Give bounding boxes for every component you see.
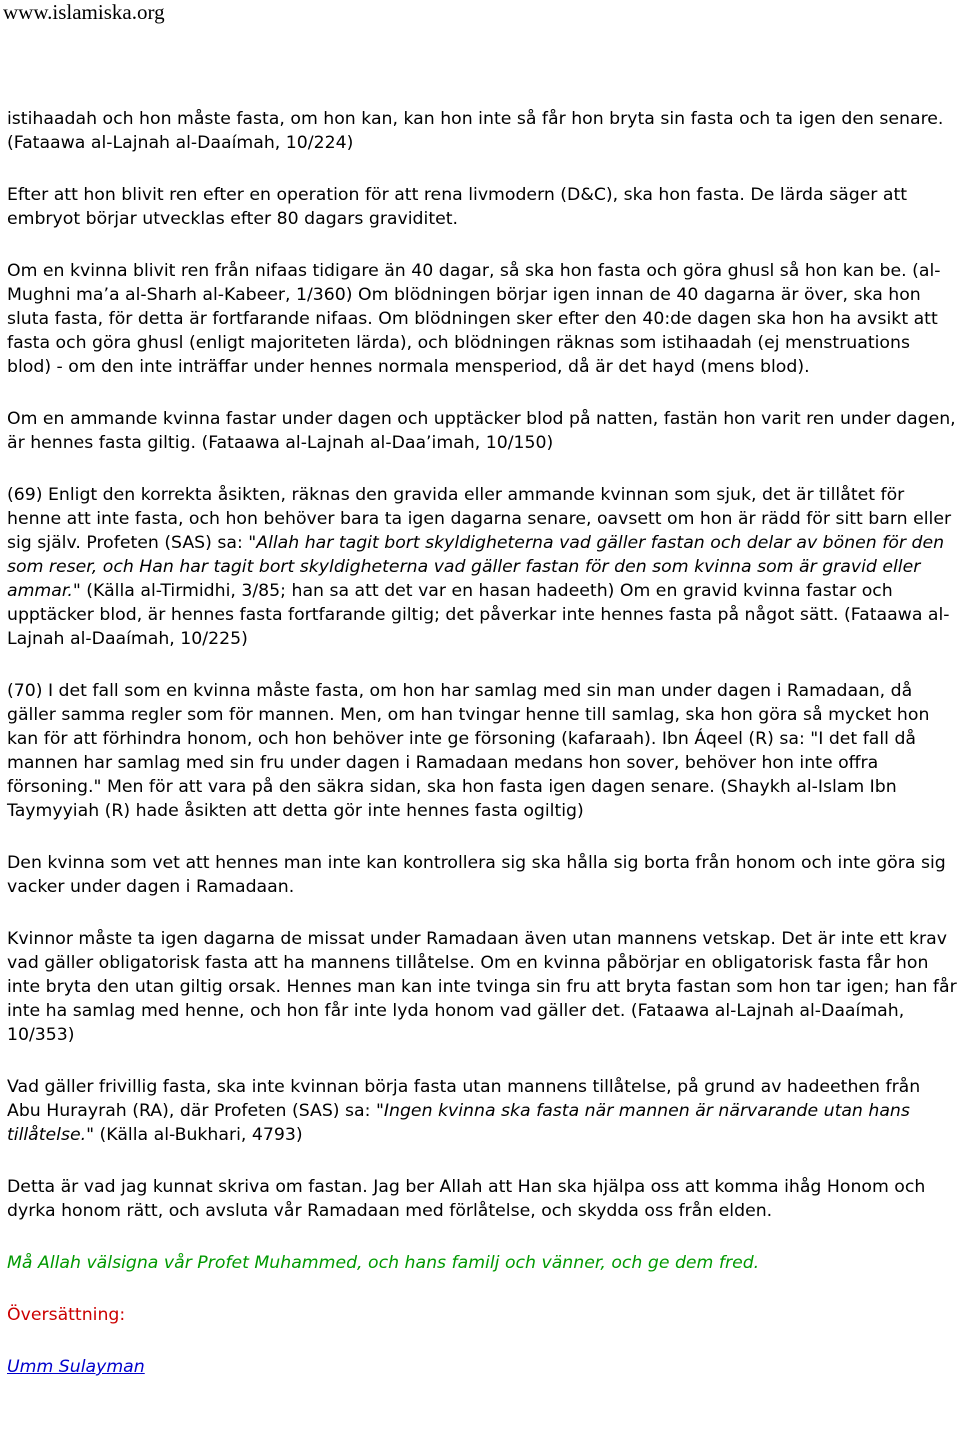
paragraph-5-source: (Källa al-Tirmidhi, 3/85; han sa att det var en hasan hadeeth) Om en gravid kvinna fastar och upptäcker blod, är hennes fasta fortfarande giltig; det påverkar inte hennes fasta på något sätt. (Fataawa al-Lajnah al-Daaímah, 10/225) xyxy=(7,581,950,649)
paragraph-3: Om en kvinna blivit ren från nifaas tidigare än 40 dagar, så ska hon fasta och göra ghusl så hon kan be. (al-Mughni ma’a al-Sharh al-Kabeer, 1/360) Om blödningen börjar igen innan de 40 dagarna är över, ska hon sluta fasta, för detta är fortfarande nifaas. Om blödningen sker efter den 40:de dagen ska hon ha avsikt att fasta och göra ghusl (enligt majoriteten lärda), och blödningen räknas som istihaadah (ej menstruations blod) - om den inte inträffar under hennes normala mensperiod, då är det hayd (mens blod). xyxy=(7,261,941,377)
paragraph-9-text: Vad gäller frivillig fasta, ska inte kvinnan börja fasta utan mannens tillåtelse, på grund av hadeethen från Abu Hurayrah (RA), där Profeten (SAS) sa: xyxy=(7,1077,921,1121)
paragraph-5-text: (69) Enligt den korrekta åsikten, räknas den gravida eller ammande kvinnan som sjuk, det är tillåtet för henne att inte fasta, och hon behöver bara ta igen dagarna senare, oavsett om hon är rädd för sitt barn eller sig själv. Profeten (SAS) sa: xyxy=(7,485,952,553)
paragraph-4: Om en ammande kvinna fastar under dagen och upptäcker blod på natten, fastän hon varit ren under dagen, är hennes fasta giltig. (Fataawa al-Lajnah al-Daa’imah, 10/150) xyxy=(7,409,956,453)
paragraph-6: (70) I det fall som en kvinna måste fasta, om hon har samlag med sin man under dagen i Ramadaan, då gäller samma regler som för mannen. Men, om han tvingar henne till samlag, ska hon göra så mycket hon kan för att förhindra honom, och hon behöver inte ge försoning (kafaraah). Ibn Áqeel (R) sa: "I det fall då mannen har samlag med sin fru under dagen i Ramadaan medans hon sover, behöver hon inte offra försoning." Men för att vara på den säkra sidan, ska hon fasta igen dagen senare. (Shaykh al-Islam Ibn Taymyyiah (R) hade åsikten att detta gör inte hennes fasta ogiltig) xyxy=(7,681,930,821)
hadith-quote: "Allah har tagit bort skyldigheterna vad gäller fastan och delar av bönen för den som reser, och Han har tagit bort skyldigheterna vad gäller fastan för den som kvinna som är gravid eller ammar." xyxy=(7,533,945,601)
paragraph-1: istihaadah och hon måste fasta, om hon kan, kan hon inte så får hon bryta sin fasta och ta igen den senare. (Fataawa al-Lajnah al-Daaímah, 10/224) xyxy=(7,109,944,153)
translator-link[interactable]: Umm Sulayman xyxy=(7,1357,145,1377)
paragraph-5 xyxy=(7,483,957,651)
blessing-line: Må Allah välsigna vår Profet Muhammed, och hans familj och vänner, och ge dem fred. xyxy=(7,1253,760,1273)
site-url: www.islamiska.org xyxy=(3,0,165,24)
hadith-quote-2: "Ingen kvinna ska fasta när mannen är närvarande utan hans tillåtelse." xyxy=(7,1101,910,1145)
paragraph-2: Efter att hon blivit ren efter en operation för att rena livmodern (D&C), ska hon fasta. De lärda säger att embryot börjar utvecklas efter 80 dagars graviditet. xyxy=(7,185,908,229)
translator-label: Översättning: xyxy=(7,1305,126,1325)
paragraph-10: Detta är vad jag kunnat skriva om fastan. Jag ber Allah att Han ska hjälpa oss att komma ihåg Honom och dyrka honom rätt, och avsluta vår Ramadaan med förlåtelse, och skydda oss från elden. xyxy=(7,1177,926,1221)
paragraph-7: Den kvinna som vet att hennes man inte kan kontrollera sig ska hålla sig borta från honom och inte göra sig vacker under dagen i Ramadaan. xyxy=(7,853,946,897)
paragraph-9-source: (Källa al-Bukhari, 4793) xyxy=(94,1125,303,1145)
article-body xyxy=(7,107,957,1407)
paragraph-8: Kvinnor måste ta igen dagarna de missat under Ramadaan även utan mannens vetskap. Det är inte ett krav vad gäller obligatorisk fasta att ha mannens tillåtelse. Om en kvinna påbörjar en obligatorisk fasta får hon inte bryta den utan giltig orsak. Hennes man kan inte tvinga sin fru att bryta fastan som hon tar igen; han får inte ha samlag med henne, och hon får inte lyda honom vad gäller det. (Fataawa al-Lajnah al-Daaímah, 10/353) xyxy=(7,929,957,1045)
paragraph-9 xyxy=(7,1075,957,1147)
